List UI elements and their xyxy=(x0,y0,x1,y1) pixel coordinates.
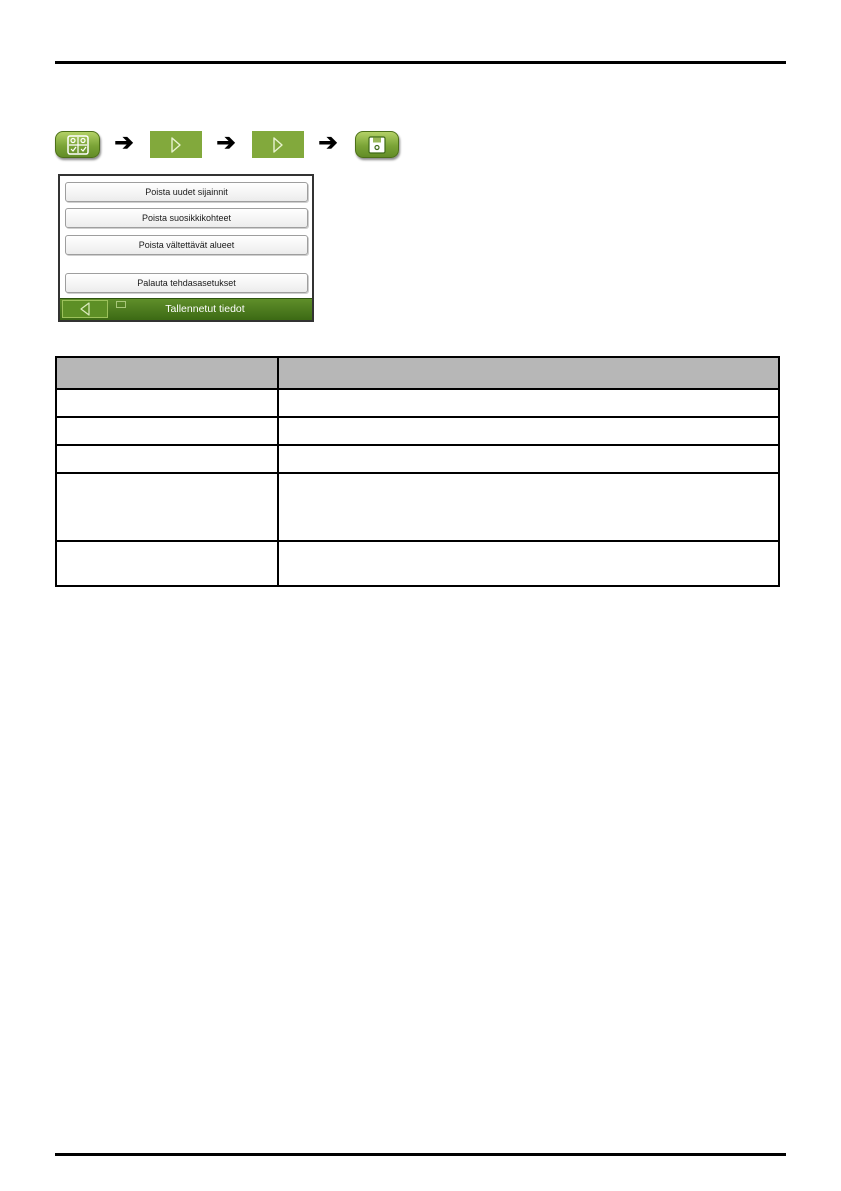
header-rule xyxy=(55,61,786,64)
table-header-cell xyxy=(56,357,278,389)
table-cell xyxy=(278,473,779,541)
step-arrow: ➔ xyxy=(114,129,134,155)
step-arrow: ➔ xyxy=(318,129,338,155)
table-cell xyxy=(278,389,779,417)
next-button-1[interactable] xyxy=(150,131,202,158)
table-cell xyxy=(278,445,779,473)
table-row xyxy=(56,389,779,417)
table-cell xyxy=(56,473,278,541)
saved-data-button[interactable] xyxy=(355,131,399,158)
delete-avoid-areas-button[interactable]: Poista vältettävät alueet xyxy=(65,235,308,255)
table-cell xyxy=(56,389,278,417)
table-cell xyxy=(56,417,278,445)
table-row xyxy=(56,445,779,473)
step-arrow: ➔ xyxy=(216,129,236,155)
next-button-2[interactable] xyxy=(252,131,304,158)
restore-factory-settings-button[interactable]: Palauta tehdasasetukset xyxy=(65,273,308,293)
table-cell xyxy=(56,541,278,586)
footer-rule xyxy=(55,1153,786,1156)
table-header-row xyxy=(56,357,779,389)
next-arrow-icon xyxy=(272,137,284,153)
table-cell xyxy=(278,417,779,445)
device-screenshot xyxy=(58,174,314,322)
back-button[interactable] xyxy=(62,300,108,318)
options-table xyxy=(55,356,780,587)
next-arrow-icon xyxy=(170,137,182,153)
back-arrow-icon xyxy=(63,301,107,317)
main-menu-icon xyxy=(67,135,89,155)
delete-new-locations-button[interactable]: Poista uudet sijainnit xyxy=(65,182,308,202)
grid-icon xyxy=(116,301,126,308)
delete-favourites-button[interactable]: Poista suosikkikohteet xyxy=(65,208,308,228)
main-menu-button[interactable] xyxy=(55,131,100,158)
device-screen-title: Tallennetut tiedot xyxy=(165,303,245,315)
table-cell xyxy=(278,541,779,586)
table-row xyxy=(56,473,779,541)
saved-data-icon xyxy=(367,135,387,155)
device-title-bar xyxy=(60,298,312,320)
table-row xyxy=(56,541,779,586)
table-cell xyxy=(56,445,278,473)
table-row xyxy=(56,417,779,445)
table-header-cell xyxy=(278,357,779,389)
